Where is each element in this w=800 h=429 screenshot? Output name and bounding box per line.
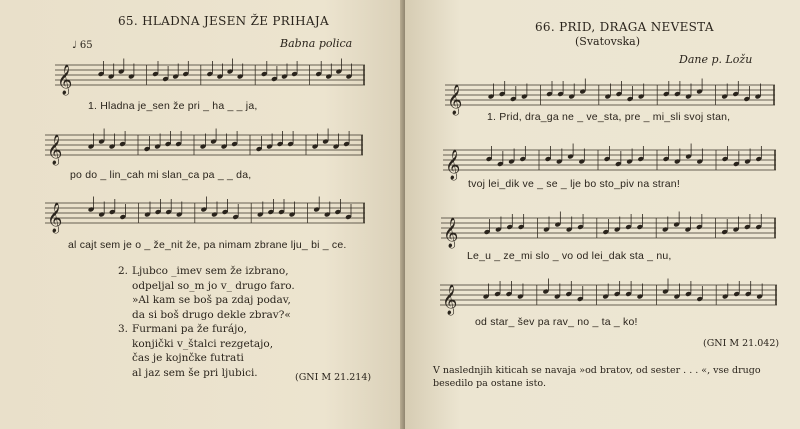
verses-block — [118, 264, 295, 380]
music-staff-2 — [45, 125, 363, 165]
lyric-line-3: al cajt sem je o _ že_nit že, pa nimam zbrane lju_ bi _ ce. — [68, 239, 347, 251]
origin-marking-66: Dane p. Ložu — [679, 53, 753, 66]
verse-2-line-2: odpeljal so_m jo v_ drugo faro. — [132, 279, 295, 292]
verse-3-line-3: čas je kojnčke futrati — [132, 352, 244, 364]
song-title-66: 66. PRID, DRAGA NEVESTA — [535, 20, 714, 34]
reference-65: (GNI M 21.214) — [295, 372, 372, 383]
verse-3-line-2: konjički v_štalci rezgetajo, — [132, 337, 274, 350]
music-staff-3 — [45, 193, 365, 233]
treble-clef-icon: 𝄞 — [47, 203, 63, 233]
treble-clef-icon: 𝄞 — [47, 135, 63, 165]
treble-clef-icon: 𝄞 — [443, 218, 459, 248]
lyric-line-r2: tvoj lei_dik ve _ se _ lje bo sto_piv na stran! — [468, 178, 680, 190]
music-staff-r3 — [441, 208, 776, 248]
music-staff-r4 — [440, 275, 777, 315]
lyric-line-1: 1. Hladna je_sen že pri _ ha _ _ ja, — [88, 100, 258, 112]
verse-3-line-4: al jaz sem še pri ljubici. — [132, 366, 258, 379]
music-staff-r1 — [445, 75, 775, 115]
music-staff-1 — [55, 55, 365, 95]
lyric-line-r4: od star_ šev pa rav_ no _ ta _ ko! — [475, 316, 638, 328]
origin-marking: Babna polica — [280, 37, 353, 50]
music-staff-r2 — [443, 140, 776, 180]
lyric-line-2: po do _ lin_cah mi slan_ca pa _ _ da, — [70, 169, 252, 181]
right-page — [405, 0, 800, 429]
song-title-65: 65. HLADNA JESEN ŽE PRIHAJA — [118, 14, 329, 28]
treble-clef-icon: 𝄞 — [57, 65, 73, 95]
tempo-marking: ♩ 65 — [72, 40, 93, 51]
lyric-line-r3: Le_u _ ze_mi slo _ vo od lei_dak sta _ nu, — [467, 250, 672, 262]
verse-2-line-3: »Al kam se boš pa zdaj podav, — [132, 294, 291, 306]
treble-clef-icon: 𝄞 — [447, 85, 463, 115]
verse-2-line-1: 2. Ljubco _imev sem že izbrano, — [118, 265, 289, 277]
verse-3-line-1: 3. Furmani pa že furájo, — [118, 323, 247, 335]
verse-2-line-4: da si boš drugo dekle zbrav?« — [132, 308, 291, 321]
treble-clef-icon: 𝄞 — [442, 285, 458, 315]
footnote-66: V naslednjih kiticah se navaja »od bratov, od sester . . . «, vse drugo besedilo pa ostane isto. — [433, 365, 761, 389]
reference-66: (GNI M 21.042) — [703, 338, 780, 349]
song-subtitle-66: (Svatovska) — [575, 35, 641, 48]
treble-clef-icon: 𝄞 — [445, 150, 461, 180]
lyric-line-r1: 1. Prid, dra_ga ne _ ve_sta, pre _ mi_sli svoj stan, — [487, 111, 731, 123]
